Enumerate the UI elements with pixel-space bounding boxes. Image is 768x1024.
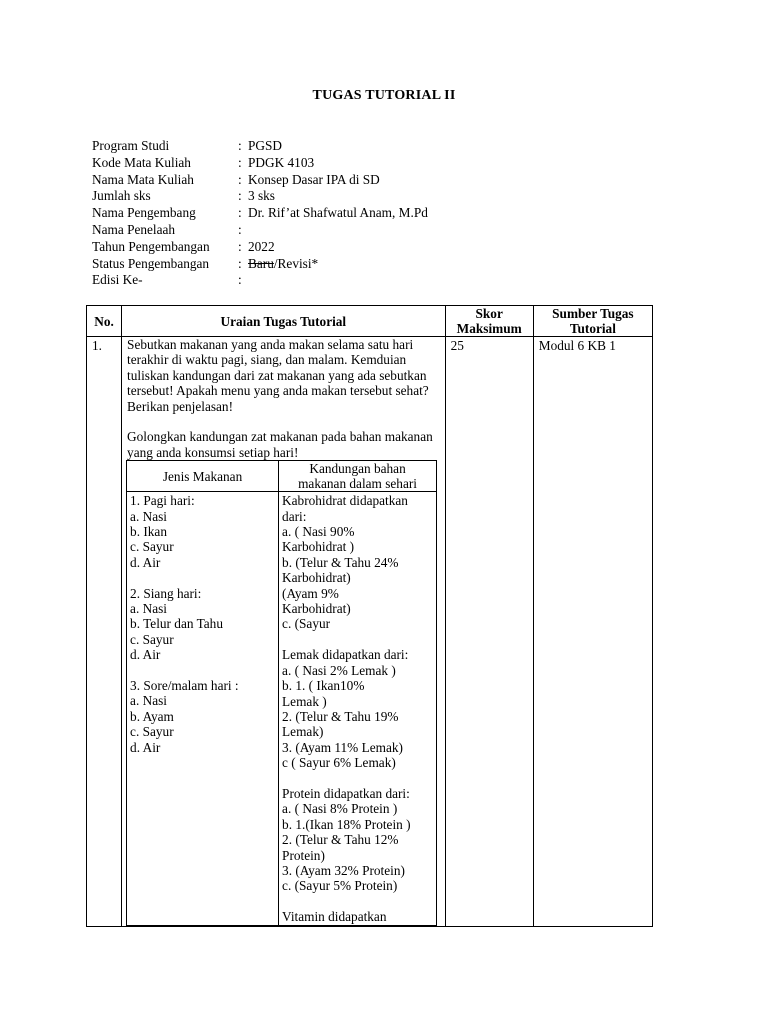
- blank-line: [130, 570, 278, 585]
- blank-line: [130, 663, 278, 678]
- header-uraian: Uraian Tugas Tutorial: [122, 306, 446, 337]
- header-sumber-line1: Sumber Tugas: [552, 306, 634, 321]
- list-item: d. Air: [130, 554, 161, 570]
- info-label: Program Studi: [92, 138, 170, 153]
- header-sumber: [533, 306, 652, 337]
- info-label: Tahun Pengembangan: [92, 238, 210, 254]
- task-source: Modul 6 KB 1: [533, 337, 652, 927]
- inner-header-kandungan: [279, 461, 437, 492]
- food-list: [127, 492, 279, 926]
- info-value-rest: /Revisi*: [273, 255, 319, 271]
- info-value: PGSD: [248, 138, 282, 153]
- list-item: Karbohidrat): [282, 570, 351, 586]
- max-score: 25: [445, 337, 533, 927]
- list-item: 3. (Ayam 11% Lemak): [282, 739, 403, 755]
- list-item: Kabrohidrat didapatkan: [282, 493, 408, 509]
- info-row: [92, 256, 428, 273]
- tutorial-task-table: [86, 305, 653, 927]
- row-number: 1.: [87, 337, 122, 927]
- info-label: Nama Pengembang: [92, 205, 196, 221]
- info-separator: :: [238, 205, 242, 221]
- info-row: [92, 205, 428, 222]
- list-item: 3. (Ayam 32% Protein): [282, 862, 405, 878]
- list-item: a. Nasi: [130, 693, 167, 709]
- info-value: Konsep Dasar IPA di SD: [248, 171, 380, 187]
- list-item: dari:: [282, 508, 307, 524]
- blank-line: [282, 632, 436, 647]
- list-item: d. Air: [130, 739, 161, 755]
- info-value: 2022: [248, 238, 275, 254]
- list-item: d. Air: [130, 647, 161, 663]
- list-item: Karbohidrat): [282, 601, 351, 617]
- info-separator: :: [238, 138, 242, 153]
- inner-body-row: [127, 492, 437, 926]
- info-separator: :: [238, 272, 242, 288]
- blank-line: [282, 771, 436, 786]
- inner-header-jenis: Jenis Makanan: [127, 461, 279, 492]
- info-value-struck: Baru: [248, 255, 274, 271]
- list-item: 2. Siang hari:: [130, 585, 202, 601]
- header-skor-line2: Maksimum: [456, 321, 522, 336]
- list-item: 2. (Telur & Tahu 19%: [282, 708, 399, 724]
- info-label: Jumlah sks: [92, 188, 151, 204]
- info-row: [92, 239, 428, 256]
- task-paragraph-2: Golongkan kandungan zat makanan pada bahan makanan yang anda konsumsi setiap hari!: [127, 429, 433, 460]
- info-row: [92, 155, 428, 172]
- info-value: PDGK 4103: [248, 154, 315, 170]
- info-value: Dr. Rif’at Shafwatul Anam, M.Pd: [248, 205, 428, 221]
- list-item: c. (Sayur 5% Protein): [282, 878, 398, 894]
- info-separator: :: [238, 238, 242, 254]
- info-label: Nama Mata Kuliah: [92, 171, 194, 187]
- list-item: 2. (Telur & Tahu 12%: [282, 832, 399, 848]
- info-separator: :: [238, 171, 242, 187]
- info-separator: :: [238, 255, 242, 271]
- info-row: [92, 172, 428, 189]
- table-row: [87, 337, 653, 927]
- table-header-row: [87, 306, 653, 337]
- list-item: 3. Sore/malam hari :: [130, 678, 239, 694]
- info-label: Status Pengembangan: [92, 255, 210, 271]
- info-separator: :: [238, 154, 242, 170]
- list-item: b. (Telur & Tahu 24%: [282, 554, 399, 570]
- list-item: Lemak didapatkan dari:: [282, 647, 409, 663]
- header-sumber-line2: Tutorial: [569, 321, 616, 336]
- list-item: a. Nasi: [130, 508, 167, 524]
- list-item: Protein): [282, 847, 325, 863]
- info-row: [92, 138, 428, 155]
- list-item: a. Nasi: [130, 601, 167, 617]
- document-title: TUGAS TUTORIAL II: [312, 88, 456, 103]
- info-label: Nama Penelaah: [92, 221, 176, 237]
- info-value: 3 sks: [248, 188, 275, 204]
- info-label: Kode Mata Kuliah: [92, 154, 191, 170]
- nutrient-list: [279, 492, 437, 926]
- inner-header-row: [127, 461, 437, 492]
- list-item: (Ayam 9%: [282, 585, 339, 601]
- header-skor-line1: Skor: [475, 306, 503, 321]
- list-item: b. 1. ( Ikan10%: [282, 678, 365, 694]
- inner-header-kandungan-line1: Kandungan bahan: [309, 461, 406, 477]
- list-item: Protein didapatkan dari:: [282, 785, 410, 801]
- header-skor: [445, 306, 533, 337]
- info-label: Edisi Ke-: [92, 272, 143, 288]
- list-item: c. (Sayur: [282, 616, 331, 632]
- blank-line: [282, 894, 436, 909]
- list-item: a. ( Nasi 2% Lemak ): [282, 662, 396, 678]
- task-paragraph-1: Sebutkan makanan yang anda makan selama satu hari terakhir di waktu pagi, siang, dan malam. Kemduian tuliskan kandungan dari zat makanan yang ada sebutkan tersebut! Apakah menu yang anda makan tersebut sehat? Berikan penjelasan!: [127, 337, 429, 414]
- list-item: c. Sayur: [130, 539, 174, 555]
- list-item: Lemak ): [282, 693, 327, 709]
- list-item: Vitamin didapatkan: [282, 909, 387, 925]
- food-content-table: [126, 460, 437, 926]
- list-item: b. Ikan: [130, 524, 167, 540]
- list-item: 1. Pagi hari:: [130, 493, 195, 509]
- list-item: b. Telur dan Tahu: [130, 616, 223, 632]
- inner-header-kandungan-line2: makanan dalam sehari: [298, 476, 417, 492]
- list-item: Lemak): [282, 724, 324, 740]
- task-description: [122, 337, 446, 927]
- header-no: No.: [87, 306, 122, 337]
- info-separator: :: [238, 221, 242, 237]
- list-item: a. ( Nasi 90%: [282, 524, 355, 540]
- course-info: [92, 138, 428, 289]
- info-row: [92, 222, 428, 239]
- info-value: [248, 256, 318, 273]
- list-item: a. ( Nasi 8% Protein ): [282, 801, 398, 817]
- list-item: c. Sayur: [130, 631, 174, 647]
- list-item: Karbohidrat ): [282, 539, 355, 555]
- list-item: b. Ayam: [130, 708, 174, 724]
- list-item: b. 1.(Ikan 18% Protein ): [282, 816, 411, 832]
- list-item: c ( Sayur 6% Lemak): [282, 755, 396, 771]
- list-item: c. Sayur: [130, 724, 174, 740]
- info-row: [92, 272, 428, 289]
- info-row: [92, 188, 428, 205]
- info-separator: :: [238, 188, 242, 204]
